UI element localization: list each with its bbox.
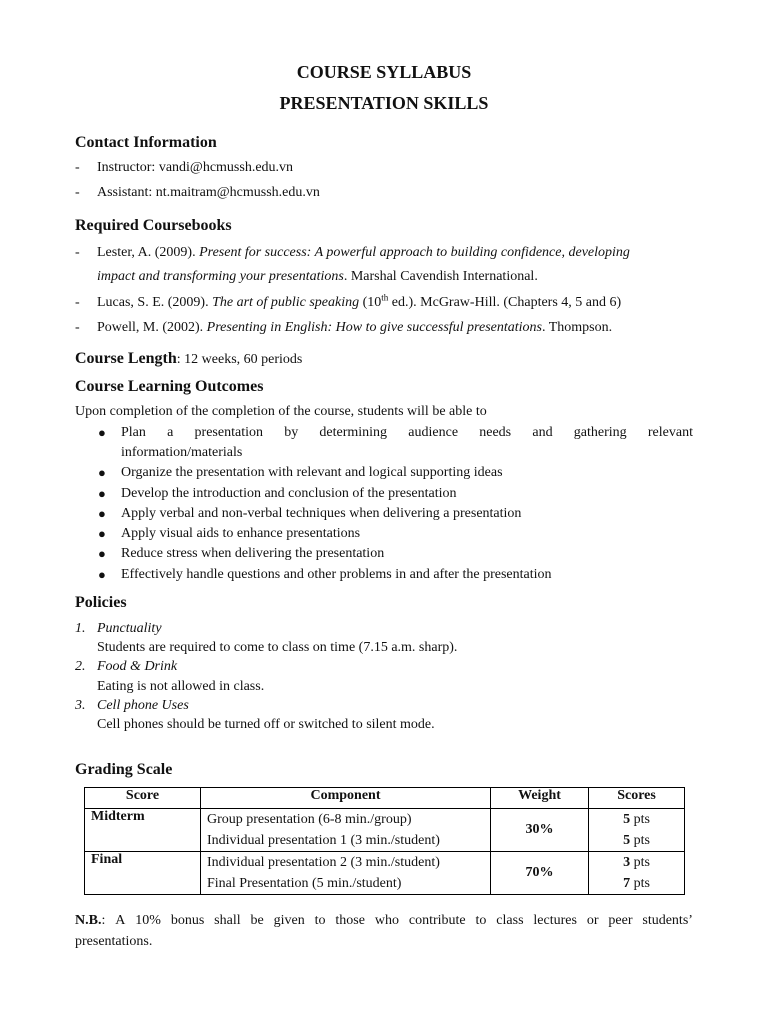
score-cell: Final	[85, 852, 201, 895]
policy-description: Cell phones should be turned off or switched to silent mode.	[97, 717, 435, 732]
instructor-contact: Instructor: vandi@hcmussh.edu.vn	[97, 160, 294, 175]
bonus-note-cont: presentations.	[75, 934, 153, 949]
column-header: Weight	[491, 788, 589, 809]
book-lucas: Lucas, S. E. (2009). The art of public speaking (10th ed.). McGraw-Hill. (Chapters 4, 5 and 6)	[97, 292, 622, 310]
policy-name: Cell phone Uses	[97, 698, 189, 713]
outcome-item: Apply visual aids to enhance presentations	[121, 526, 361, 541]
outcome-item: Apply verbal and non-verbal techniques when delivering a presentation	[121, 506, 522, 521]
column-header: Score	[85, 788, 201, 809]
document-title: COURSE SYLLABUS	[296, 62, 472, 82]
list-dash: -	[75, 245, 80, 260]
points-cell: 5 pts 5 pts	[589, 809, 685, 852]
weight-cell: 30%	[491, 809, 589, 852]
outcome-item-cont: information/materials	[121, 445, 243, 460]
list-dash: -	[75, 295, 80, 310]
component-cell: Group presentation (6-8 min./group) Individual presentation 1 (3 min./student)	[201, 809, 491, 852]
bullet-icon: ●	[98, 567, 106, 582]
component-cell: Individual presentation 2 (3 min./student) Final Presentation (5 min./student)	[201, 852, 491, 895]
grading-table	[84, 787, 685, 895]
policy-number: 3.	[75, 698, 86, 713]
outcome-item: Effectively handle questions and other problems in and after the presentation	[121, 567, 552, 582]
outcomes-heading: Course Learning Outcomes	[75, 378, 264, 395]
outcome-item: Plan a presentation by determining audience needs and gathering relevant	[121, 425, 693, 440]
outcome-item: Develop the introduction and conclusion of the presentation	[121, 486, 457, 501]
weight-cell: 70%	[491, 852, 589, 895]
bullet-icon: ●	[98, 546, 106, 561]
policy-name: Food & Drink	[97, 659, 178, 674]
table-header-row	[85, 788, 685, 809]
course-length: Course Length: 12 weeks, 60 periods	[75, 350, 303, 367]
list-dash: -	[75, 185, 80, 200]
policy-name: Punctuality	[97, 621, 162, 636]
bullet-icon: ●	[98, 486, 106, 501]
outcome-item: Organize the presentation with relevant and logical supporting ideas	[121, 465, 503, 480]
bullet-icon: ●	[98, 465, 106, 480]
book-lester-cont: impact and transforming your presentations. Marshal Cavendish International.	[97, 269, 538, 284]
policy-description: Students are required to come to class on time (7.15 a.m. sharp).	[97, 640, 458, 655]
list-dash: -	[75, 160, 80, 175]
book-lester: Lester, A. (2009). Present for success: A powerful approach to building confidence, developing	[97, 245, 630, 260]
document-subtitle: PRESENTATION SKILLS	[279, 93, 489, 113]
policy-description: Eating is not allowed in class.	[97, 679, 265, 694]
bullet-icon: ●	[98, 526, 106, 541]
contact-heading: Contact Information	[75, 134, 217, 151]
policy-number: 1.	[75, 621, 86, 636]
table-row	[85, 809, 685, 852]
bullet-icon: ●	[98, 506, 106, 521]
coursebooks-heading: Required Coursebooks	[75, 217, 232, 234]
grading-heading: Grading Scale	[75, 761, 173, 778]
bonus-note: N.B.: A 10% bonus shall be given to those who contribute to class lectures or peer students’	[75, 913, 693, 928]
column-header: Component	[201, 788, 491, 809]
table-row	[85, 852, 685, 895]
policy-number: 2.	[75, 659, 86, 674]
points-cell: 3 pts 7 pts	[589, 852, 685, 895]
assistant-contact: Assistant: nt.maitram@hcmussh.edu.vn	[97, 185, 320, 200]
bullet-icon: ●	[98, 425, 106, 440]
outcomes-intro: Upon completion of the completion of the course, students will be able to	[75, 404, 487, 419]
score-cell: Midterm	[85, 809, 201, 852]
list-dash: -	[75, 320, 80, 335]
column-header: Scores	[589, 788, 685, 809]
book-powell: Powell, M. (2002). Presenting in English: How to give successful presentations. Thompson.	[97, 320, 613, 335]
policies-heading: Policies	[75, 594, 127, 611]
outcome-item: Reduce stress when delivering the presentation	[121, 546, 385, 561]
